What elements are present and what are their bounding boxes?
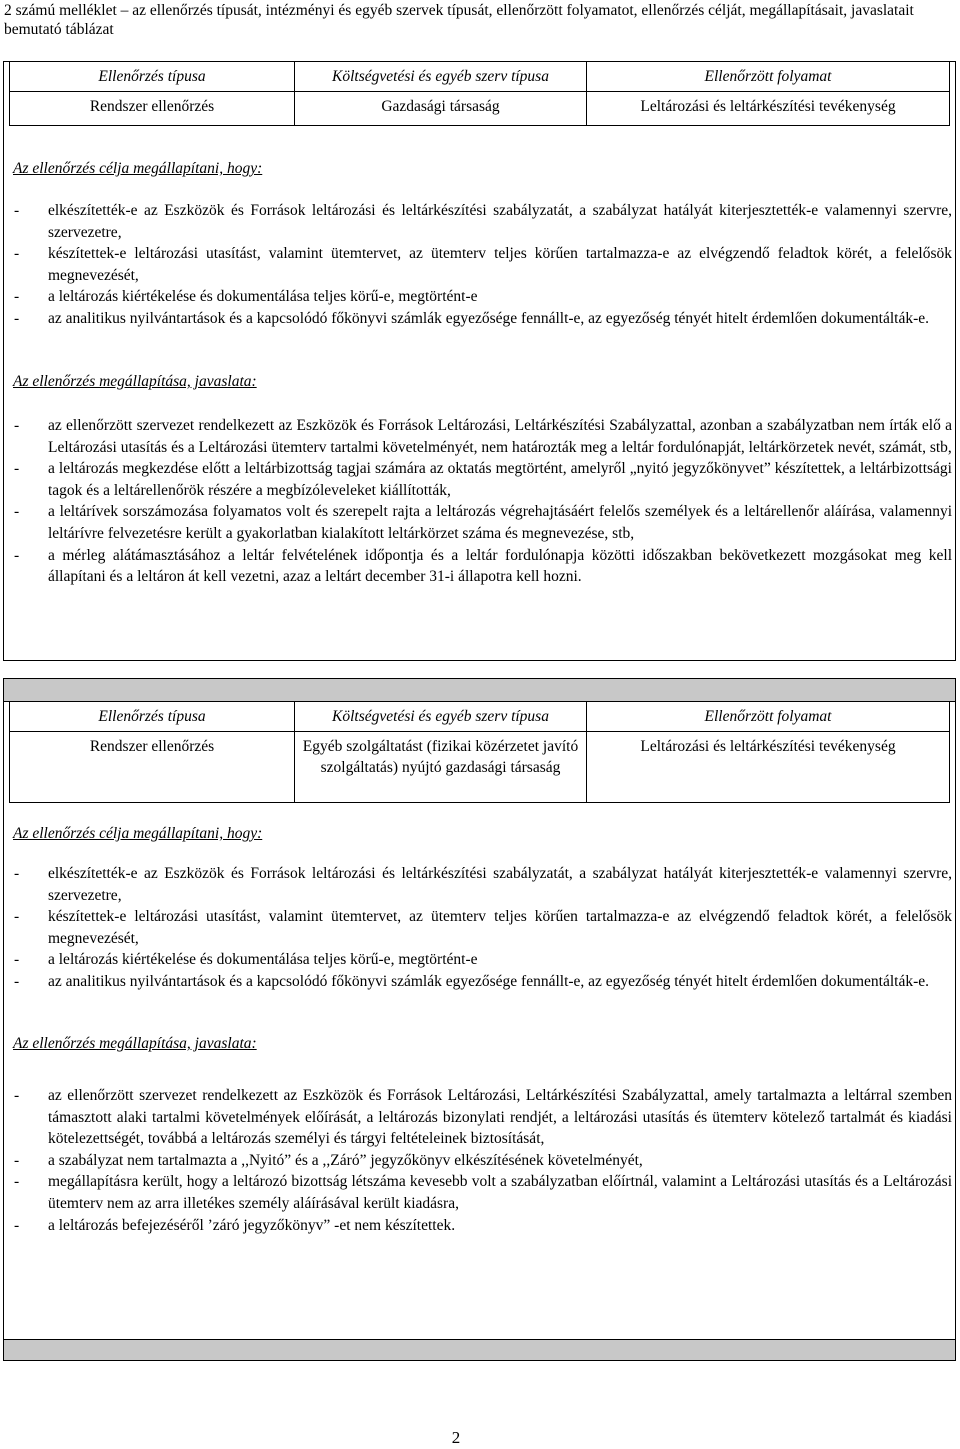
goal-title: Az ellenőrzés célja megállapítani, hogy: xyxy=(13,160,263,177)
findings-title: Az ellenőrzés megállapítása, javaslata: xyxy=(13,1035,257,1052)
list-item: - a mérleg alátámasztásához a leltár felvételének időpontja és a leltár fordulónapja közötti időszakban bekövetkezett mozgásokat meg kell állapítani és a leltáron át kell vezetni, azaz a leltárt december 31-i állapotra kell hozni. xyxy=(12,545,952,588)
list-item: - elkészítették-e az Eszközök és Források leltározási és leltárkészítési szabályzatát, a szabályzat hatályát kiterjesztették-e valamennyi szervre, szervezetre, xyxy=(12,863,952,906)
list-item: - az analitikus nyilvántartások és a kapcsolódó főkönyvi számlák egyezősége fennállt-e, az egyezőség tényét hitelt érdemlően dokumentálták-e. xyxy=(12,308,952,330)
header-table-2 xyxy=(9,702,950,803)
value-process: Leltározási és leltárkészítési tevékenység xyxy=(587,92,950,126)
list-item: - a leltározás kiértékelése és dokumentálása teljes körű-e, megtörtént-e xyxy=(12,949,952,971)
findings-title: Az ellenőrzés megállapítása, javaslata: xyxy=(13,373,257,390)
page-number: 2 xyxy=(451,1428,461,1447)
list-item: - megállapításra került, hogy a leltározó bizottság létszáma kevesebb volt a szabályzatban előírtnál, valamint a Leltározási utasítás és a Leltározási ütemterv nem az arra illetékes személy aláírásával került kiadásra, xyxy=(12,1171,952,1214)
list-item: - az ellenőrzött szervezet rendelkezett az Eszközök és Források Leltározási, Leltárkészítési Szabályzattal, azonban a szabályzatban nem írták elő a Leltározási utasítás és a Leltározási ütemterv tartalmi követelményét, nem határozták meg a leltár fordulónapját, leltárkörzetek nevét, számát, stb, xyxy=(12,415,952,458)
goal-list xyxy=(12,863,952,993)
value-process: Leltározási és leltárkészítési tevékenység xyxy=(587,732,950,803)
goal-title: Az ellenőrzés célja megállapítani, hogy: xyxy=(13,825,263,842)
list-item: - a leltározás megkezdése előtt a leltárbizottság tagjai számára az oktatás megtörtént, amelyről „nyitó jegyzőkönyvet” készítettek, a leltárbizottsági tagok és a leltárellenőrök részére a megbízóleveleket kiállították, xyxy=(12,458,952,501)
goal-list xyxy=(12,200,952,330)
header-control-type: Ellenőrzés típusa xyxy=(10,702,295,732)
list-item: - a leltározás kiértékelése és dokumentálása teljes körű-e, megtörtént-e xyxy=(12,286,952,308)
list-item: - az analitikus nyilvántartások és a kapcsolódó főkönyvi számlák egyezősége fennállt-e, az egyezőség tényét hitelt érdemlően dokumentálták-e. xyxy=(12,971,952,993)
list-item: - a leltárívek sorszámozása folyamatos volt és szerepelt rajta a leltározás végrehajtásáért felelős személyek és a leltárellenőr aláírása, valamennyi leltárívre felvezetésre került a gyakorlatban kialakított leltárkörzet száma és megnevezése, stb, xyxy=(12,501,952,544)
control-block-1 xyxy=(3,61,956,661)
header-process: Ellenőrzött folyamat xyxy=(587,62,950,92)
value-control-type: Rendszer ellenőrzés xyxy=(10,92,295,126)
findings-list xyxy=(12,1085,952,1236)
value-entity-type: Egyéb szolgáltatást (fizikai közérzetet javító szolgáltatás) nyújtó gazdasági társaság xyxy=(295,732,587,803)
value-control-type: Rendszer ellenőrzés xyxy=(10,732,295,803)
gray-separator-band xyxy=(4,679,955,702)
header-table-1 xyxy=(9,61,950,126)
header-control-type: Ellenőrzés típusa xyxy=(10,62,295,92)
value-entity-type: Gazdasági társaság xyxy=(295,92,587,126)
list-item: - a leltározás befejezéséről ’záró jegyzőkönyv” -et nem készítettek. xyxy=(12,1215,952,1237)
findings-list xyxy=(12,415,952,588)
page-title: 2 számú melléklet – az ellenőrzés típusát, intézményi és egyéb szervek típusát, ellenőrzött folyamatot, ellenőrzés célját, megállapításait, javaslatait bemutató táblázat xyxy=(4,2,914,38)
gray-separator-band xyxy=(4,1339,955,1360)
list-item: - készítettek-e leltározási utasítást, valamint ütemtervet, az ütemterv teljes körűen tartalmazza-e az elvégzendő feladtok körét, a felelősök megnevezését, xyxy=(12,906,952,949)
list-item: - az ellenőrzött szervezet rendelkezett az Eszközök és Források Leltározási, Leltárkészítési Szabályzattal, amely tartalmazta a leltárral szemben támasztott alaki tartalmi követelmények előírását, a leltározás bizonylati rendjét, a leltározási utasítás és ütemterv kötelező tartalmát és kiadási kötelezettségét, továbbá a leltározás személyi és tárgyi feltételeinek biztosítását, xyxy=(12,1085,952,1150)
list-item: - a szabályzat nem tartalmazta a ,,Nyitó” és a ,,Záró” jegyzőkönyv elkészítésének követelményét, xyxy=(12,1150,952,1172)
header-process: Ellenőrzött folyamat xyxy=(587,702,950,732)
list-item: - elkészítették-e az Eszközök és Források leltározási és leltárkészítési szabályzatát, a szabályzat hatályát kiterjesztették-e valamennyi szervre, szervezetre, xyxy=(12,200,952,243)
control-block-2 xyxy=(3,678,956,1361)
header-entity-type: Költségvetési és egyéb szerv típusa xyxy=(295,702,587,732)
list-item: - készítettek-e leltározási utasítást, valamint ütemtervet, az ütemterv teljes körűen tartalmazza-e az elvégzendő feladtok körét, a felelősök megnevezését, xyxy=(12,243,952,286)
header-entity-type: Költségvetési és egyéb szerv típusa xyxy=(295,62,587,92)
